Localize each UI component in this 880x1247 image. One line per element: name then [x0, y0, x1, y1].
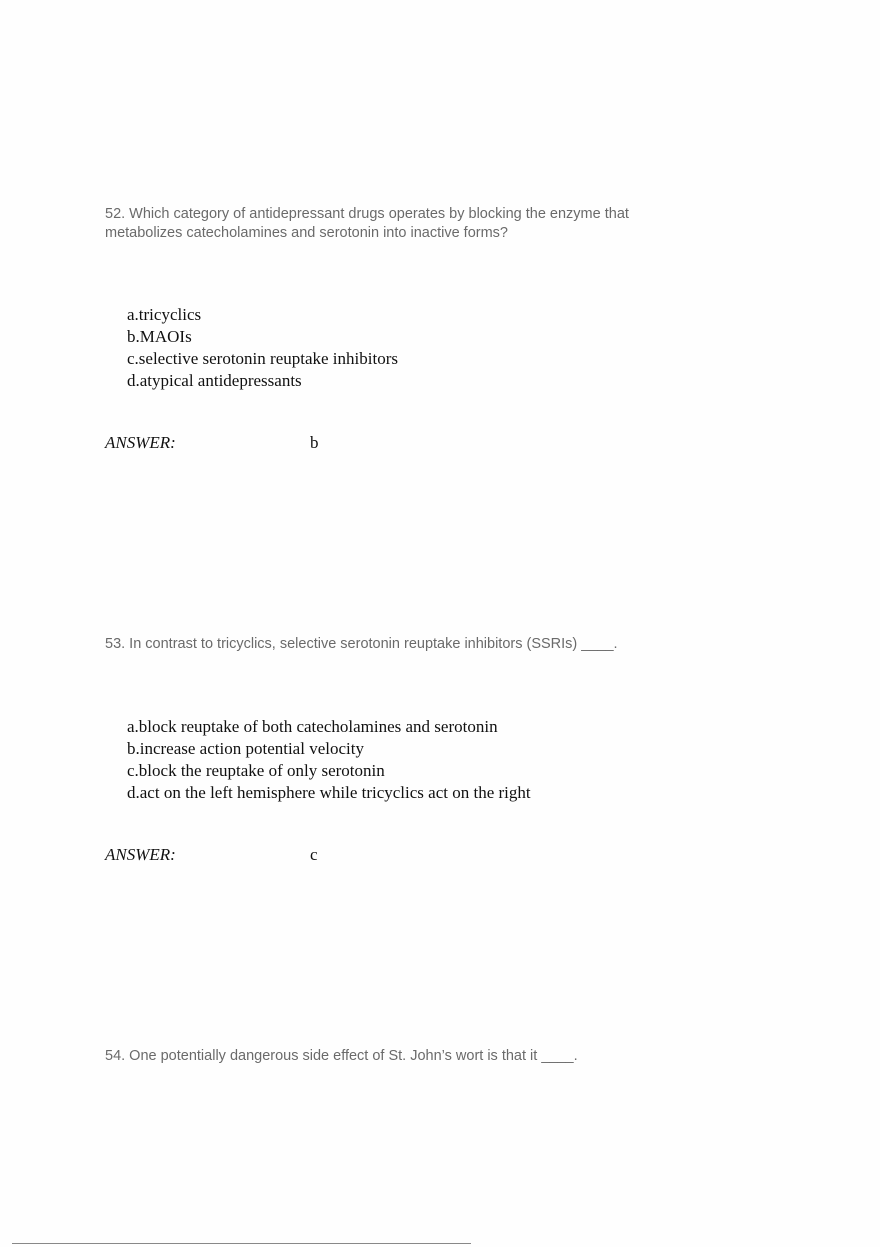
- option-a: a.tricyclics: [127, 305, 202, 324]
- option-a: a.block reuptake of both catecholamines and serotonin: [127, 717, 498, 736]
- question-text: 52. Which category of antidepressant drugs operates by blocking the enzyme that metabolizes catecholamines and serotonin into inactive forms?: [105, 206, 629, 241]
- answer-options: [127, 304, 398, 392]
- question-text: 54. One potentially dangerous side effect of St. John’s wort is that it ____.: [105, 1048, 578, 1064]
- option-b: b.increase action potential velocity: [127, 739, 364, 758]
- footer-divider: [12, 1243, 471, 1244]
- option-b: b.MAOIs: [127, 327, 192, 346]
- answer-value: c: [310, 845, 318, 864]
- option-d: d.act on the left hemisphere while tricyclics act on the right: [127, 783, 531, 802]
- answer-label: ANSWER:: [105, 845, 176, 864]
- option-d: d.atypical antidepressants: [127, 371, 302, 390]
- answer-value: b: [310, 433, 319, 452]
- option-c: c.selective serotonin reuptake inhibitors: [127, 349, 398, 368]
- answer-label: ANSWER:: [105, 433, 176, 452]
- option-c: c.block the reuptake of only serotonin: [127, 761, 385, 780]
- question-text: 53. In contrast to tricyclics, selective serotonin reuptake inhibitors (SSRIs) ____.: [105, 636, 618, 652]
- answer-options: [127, 716, 531, 804]
